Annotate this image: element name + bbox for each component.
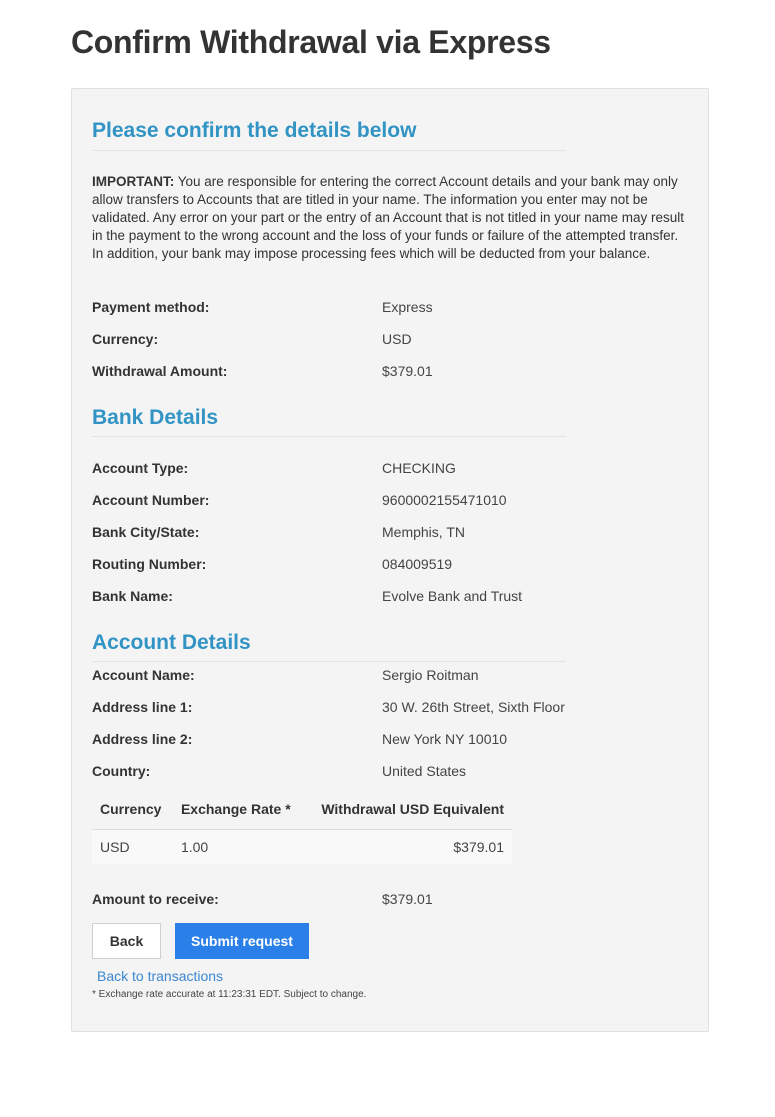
payment-method-label: Payment method: bbox=[92, 299, 210, 315]
section-divider bbox=[92, 661, 566, 662]
notice-label: IMPORTANT: bbox=[92, 174, 175, 189]
currency-column-header: Currency bbox=[92, 789, 173, 830]
address-line-2-row bbox=[92, 729, 692, 749]
withdrawal-amount-row bbox=[92, 361, 692, 381]
back-to-transactions-link[interactable]: Back to transactions bbox=[97, 968, 224, 984]
account-type-label: Account Type: bbox=[92, 460, 189, 476]
usd-equivalent-cell: $379.01 bbox=[304, 830, 512, 865]
address-line-2-value: New York NY 10010 bbox=[382, 731, 508, 747]
confirmation-panel bbox=[71, 88, 709, 1032]
country-value: United States bbox=[382, 763, 467, 779]
account-name-label: Account Name: bbox=[92, 667, 195, 683]
withdrawal-amount-label: Withdrawal Amount: bbox=[92, 363, 228, 379]
account-number-label: Account Number: bbox=[92, 492, 210, 508]
submit-request-button[interactable]: Submit request bbox=[175, 923, 309, 959]
payment-method-row bbox=[92, 297, 692, 317]
country-label: Country: bbox=[92, 763, 151, 779]
exchange-rate-footnote: * Exchange rate accurate at 11:23:31 EDT. Subject to change. bbox=[92, 989, 367, 1000]
table-header-row bbox=[92, 789, 512, 830]
confirm-details-heading: Please confirm the details below bbox=[92, 119, 417, 142]
account-name-value: Sergio Roitman bbox=[382, 667, 479, 683]
currency-value: USD bbox=[382, 331, 412, 347]
exchange-rate-cell: 1.00 bbox=[173, 830, 304, 865]
account-details-heading: Account Details bbox=[92, 631, 251, 654]
routing-number-value: 084009519 bbox=[382, 556, 453, 572]
back-button[interactable]: Back bbox=[92, 923, 161, 959]
bank-name-value: Evolve Bank and Trust bbox=[382, 588, 523, 604]
currency-cell: USD bbox=[92, 830, 173, 865]
address-line-2-label: Address line 2: bbox=[92, 731, 193, 747]
amount-to-receive-value: $379.01 bbox=[382, 891, 433, 907]
address-line-1-row bbox=[92, 697, 692, 717]
notice-text: You are responsible for entering the correct Account details and your bank may only allow transfers to Accounts that are titled in your name. The information you enter may not be validated. Any error on your part or the entry of an Account that is not titled in your name may result in the payment to the wrong account and the loss of your funds or failure of the attempted transfer. In addition, your bank may impose processing fees which will be deducted from your balance. bbox=[92, 174, 685, 261]
address-line-1-label: Address line 1: bbox=[92, 699, 193, 715]
currency-row bbox=[92, 329, 692, 349]
country-row bbox=[92, 761, 692, 781]
payment-method-value: Express bbox=[382, 299, 433, 315]
bank-name-row bbox=[92, 586, 692, 606]
bank-name-label: Bank Name: bbox=[92, 588, 173, 604]
account-number-row bbox=[92, 490, 692, 510]
bank-details-heading: Bank Details bbox=[92, 406, 219, 429]
section-divider bbox=[92, 150, 566, 151]
section-divider bbox=[92, 436, 566, 437]
exchange-rate-column-header: Exchange Rate * bbox=[173, 789, 304, 830]
account-type-row bbox=[92, 458, 692, 478]
amount-to-receive-row bbox=[92, 889, 692, 909]
table-row bbox=[92, 830, 512, 865]
account-type-value: CHECKING bbox=[382, 460, 456, 476]
exchange-rate-table bbox=[92, 789, 512, 864]
address-line-1-value: 30 W. 26th Street, Sixth Floor bbox=[382, 699, 565, 715]
bank-city-state-row bbox=[92, 522, 692, 542]
page-title: Confirm Withdrawal via Express bbox=[71, 24, 551, 60]
bank-city-state-label: Bank City/State: bbox=[92, 524, 200, 540]
bank-city-state-value: Memphis, TN bbox=[382, 524, 465, 540]
account-name-row bbox=[92, 665, 692, 685]
currency-label: Currency: bbox=[92, 331, 159, 347]
withdrawal-amount-value: $379.01 bbox=[382, 363, 433, 379]
important-notice bbox=[92, 173, 692, 263]
account-number-value: 9600002155471010 bbox=[382, 492, 507, 508]
routing-number-label: Routing Number: bbox=[92, 556, 207, 572]
amount-to-receive-label: Amount to receive: bbox=[92, 891, 219, 907]
routing-number-row bbox=[92, 554, 692, 574]
usd-equivalent-column-header: Withdrawal USD Equivalent bbox=[304, 789, 512, 830]
